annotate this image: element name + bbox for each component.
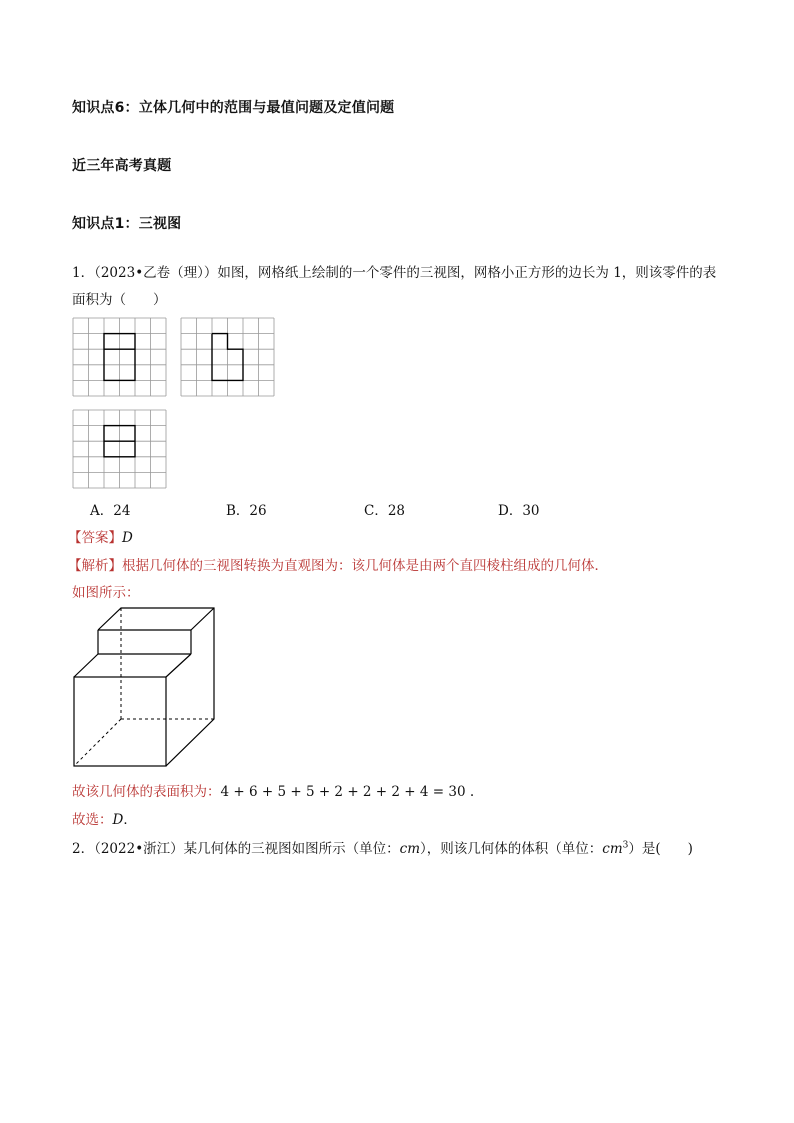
q2-stem bbox=[72, 837, 693, 857]
choose-suffix: ． bbox=[123, 812, 137, 828]
q2-prefix: 2．（2022•浙江）某几何体的三视图如图所示（单位： bbox=[72, 841, 400, 857]
analysis-line bbox=[68, 554, 608, 574]
choose-line bbox=[72, 808, 137, 828]
answer-value: D bbox=[122, 530, 133, 546]
top-view-grid bbox=[73, 410, 166, 489]
option-a: A．24 bbox=[90, 503, 131, 519]
surface-line bbox=[72, 780, 474, 800]
solid-figure bbox=[72, 606, 218, 772]
choose-value: D bbox=[112, 812, 124, 828]
option-c: C．28 bbox=[364, 503, 406, 519]
section-heading-kp6: 知识点6：立体几何中的范围与最值问题及定值问题 bbox=[72, 100, 395, 116]
q2-unit2: cm bbox=[602, 841, 623, 857]
answer-label: 【答案】 bbox=[68, 530, 122, 546]
answer-line bbox=[68, 526, 133, 546]
analysis-text: 根据几何体的三视图转换为直观图为：该几何体是由两个直四棱柱组成的几何体． bbox=[122, 558, 608, 574]
side-view-grid bbox=[181, 318, 274, 397]
q1-stem-line1: 1．（2023•乙卷（理））如图，网格纸上绘制的一个零件的三视图，网格小正方形的边长为 1，则该零件的表 bbox=[72, 265, 717, 281]
section-heading-kp1: 知识点1：三视图 bbox=[72, 216, 182, 232]
q2-suffix: ）是( ) bbox=[628, 841, 693, 857]
q2-unit1: cm bbox=[399, 841, 421, 857]
q2-middle: ），则该几何体的体积（单位： bbox=[420, 841, 603, 857]
front-view-grid bbox=[73, 318, 166, 397]
q1-stem-line2: 面积为（ ） bbox=[72, 292, 167, 308]
option-b: B．26 bbox=[226, 503, 267, 519]
analysis-label: 【解析】 bbox=[68, 558, 122, 574]
surface-expression: 4 + 6 + 5 + 5 + 2 + 2 + 2 + 4 = 30 . bbox=[220, 784, 475, 800]
option-d: D．30 bbox=[498, 503, 540, 519]
surface-prefix: 故该几何体的表面积为： bbox=[72, 784, 221, 800]
section-heading-recent: 近三年高考真题 bbox=[72, 158, 172, 174]
as-shown-text: 如图所示： bbox=[72, 585, 140, 601]
q2-unit2-sup: 3 bbox=[622, 840, 629, 851]
choose-prefix: 故选： bbox=[72, 812, 113, 828]
